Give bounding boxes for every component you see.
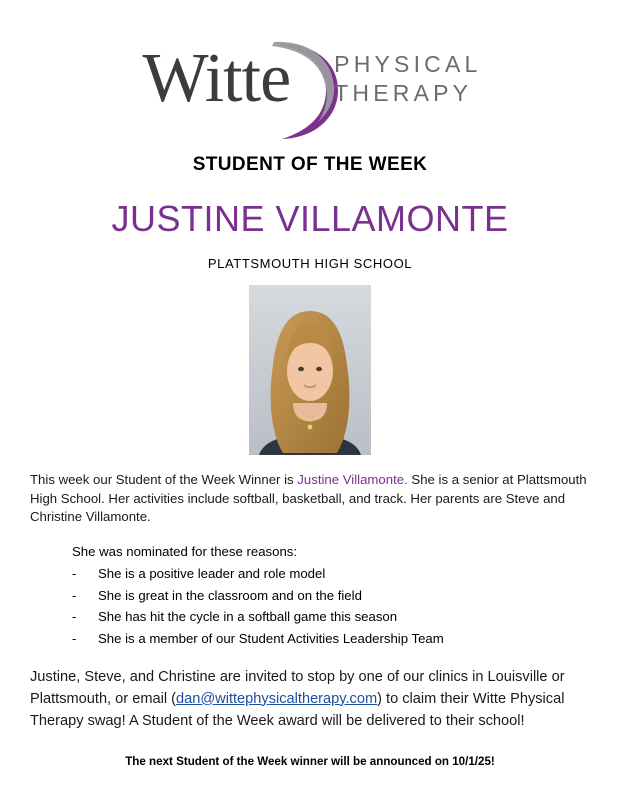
closing-paragraph (30, 667, 590, 733)
nomination-title: She was nominated for these reasons: (72, 544, 298, 560)
bullet-dash: - (72, 565, 77, 581)
intro-name-highlight: Justine Villamonte. (297, 472, 408, 487)
portrait-illustration (249, 285, 371, 455)
list-item (72, 565, 590, 584)
student-name: JUSTINE VILLAMONTE (111, 198, 509, 239)
list-item (72, 587, 590, 606)
logo-tagline (334, 50, 481, 109)
student-photo (249, 285, 371, 455)
email-link[interactable]: dan@wittephysicaltherapy.com (176, 690, 378, 707)
program-title: STUDENT OF THE WEEK (192, 154, 428, 175)
intro-part1: This week our Student of the Week Winner is (30, 472, 298, 487)
logo-tagline-line1: PHYSICAL (334, 50, 482, 77)
nomination-block (30, 543, 590, 649)
school-name: PLATTSMOUTH HIGH SCHOOL (207, 256, 413, 271)
footer-note: The next Student of the Week winner will be announced on 10/1/25! (125, 754, 495, 768)
reason-text: She has hit the cycle in a softball game this season (98, 609, 398, 625)
intro-part2: She is a senior at Plattsmouth High School. Her activities include softball, basketball, and track. Her parents are Steve and Christine Villamonte. (30, 472, 587, 525)
logo-wrapper (138, 40, 482, 117)
bullet-dash: - (72, 609, 77, 625)
closing-part1: Justine, Steve, and Christine are invited to stop by one of our clinics in Louisville or Plattsmouth, or email ( (30, 668, 565, 707)
list-item (72, 608, 590, 627)
logo-wordmark: Witte (142, 40, 291, 117)
logo-tagline-line2: THERAPY (334, 80, 473, 106)
reason-text: She is great in the classroom and on the field (98, 587, 362, 603)
intro-paragraph (30, 471, 590, 527)
bullet-dash: - (72, 631, 77, 647)
reason-text: She is a member of our Student Activities Leadership Team (98, 631, 444, 647)
reason-text: She is a positive leader and role model (98, 565, 326, 581)
bullet-dash: - (72, 587, 77, 603)
brand-logo (30, 0, 590, 140)
list-item (72, 630, 590, 649)
photo-block (30, 285, 590, 455)
closing-part2: ) to claim their Witte Physical Therapy swag! A Student of the Week award will be delivered to their school! (30, 690, 565, 729)
